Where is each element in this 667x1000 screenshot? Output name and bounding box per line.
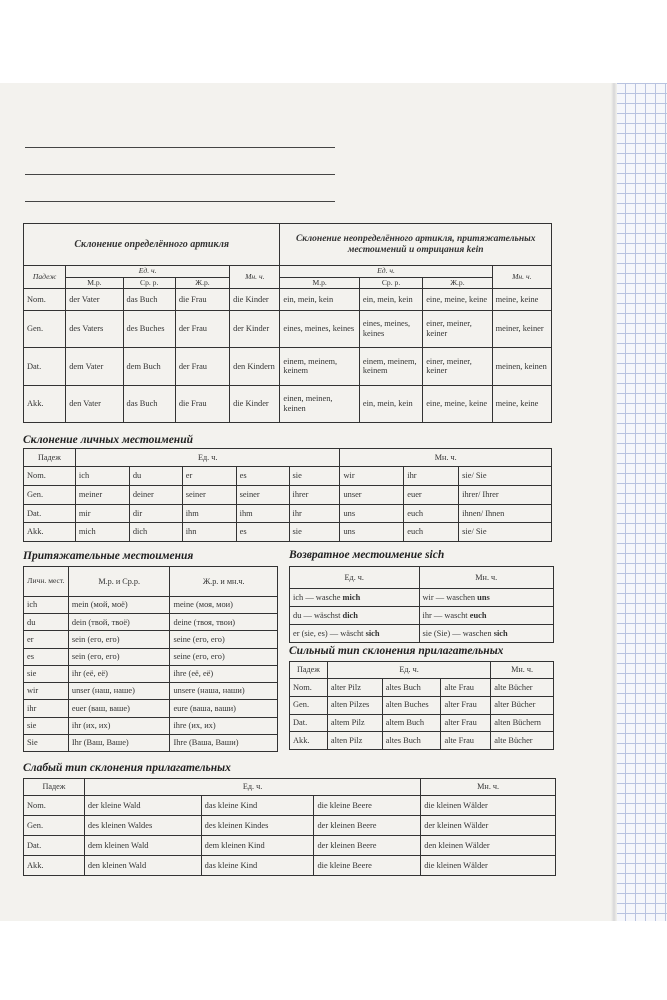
table-cell: das Buch	[123, 385, 175, 422]
table-cell: der Vater	[66, 289, 123, 310]
article-declension-table	[23, 223, 552, 423]
table-cell: sie	[24, 717, 69, 734]
table-cell: Ihre (Ваша, Ваши)	[170, 734, 278, 751]
table-row	[24, 734, 278, 751]
table-cell: sie	[289, 523, 340, 542]
table-row	[24, 631, 278, 648]
table-cell: ihr	[24, 700, 69, 717]
fem-header-2: Ж.р.	[423, 277, 492, 289]
table-row	[24, 289, 552, 310]
case-cell: Nom.	[24, 289, 66, 310]
table-cell: ein, mein, kein	[359, 289, 422, 310]
table-cell: er (sie, es) — wäscht sich	[290, 625, 420, 643]
table-cell: euer (ваш, ваше)	[68, 700, 170, 717]
plural-header: Мн. ч.	[421, 779, 556, 796]
table-row	[24, 683, 278, 700]
table-cell: dem kleinen Kind	[201, 836, 314, 856]
neut-header-2: Ср. р.	[359, 277, 422, 289]
case-header: Падеж	[24, 449, 76, 467]
table-cell: alten Buches	[382, 696, 441, 714]
table-row	[290, 607, 554, 625]
table-cell: die Kinder	[230, 289, 280, 310]
table-cell: die Frau	[175, 289, 229, 310]
table-cell: einen, meinen, keinen	[280, 385, 359, 422]
table-cell: einer, meiner, keiner	[423, 348, 492, 385]
table-cell: meine, keine	[492, 385, 551, 422]
table-cell: wir	[340, 467, 404, 486]
table-cell: die Kinder	[230, 385, 280, 422]
table-cell: meine (моя, мои)	[170, 597, 278, 614]
table-row	[290, 679, 554, 697]
table-cell: seine (его, его)	[170, 648, 278, 665]
singular-header-2: Ед. ч.	[280, 266, 492, 278]
table-cell: ihr	[289, 504, 340, 523]
table-row	[290, 714, 554, 732]
table-cell: ihm	[236, 504, 289, 523]
table-cell: die Frau	[175, 385, 229, 422]
table-cell: mir	[75, 504, 129, 523]
pronoun-header: Личн. мест.	[24, 567, 69, 597]
table-row	[24, 836, 556, 856]
reflexive-pronoun-title: Возвратное местоимение sich	[289, 549, 445, 561]
table-row	[24, 348, 552, 385]
case-header: Падеж	[290, 662, 328, 679]
table-cell: ich	[75, 467, 129, 486]
table-cell: unser	[340, 485, 404, 504]
table-cell: das kleine Kind	[201, 796, 314, 816]
table-cell: das Buch	[123, 289, 175, 310]
table-row	[24, 717, 278, 734]
table-cell: alter Frau	[441, 696, 491, 714]
table-cell: ich — wasche mich	[290, 589, 420, 607]
table-cell: alte Bücher	[491, 732, 554, 750]
table-cell: dem Vater	[66, 348, 123, 385]
table-cell: alter Pilz	[327, 679, 382, 697]
table-cell: sie	[289, 467, 340, 486]
table-cell: seiner	[182, 485, 236, 504]
table-cell: mein (мой, моё)	[68, 597, 170, 614]
case-cell: Gen.	[290, 696, 328, 714]
table-cell: altem Buch	[382, 714, 441, 732]
table-cell: sie	[24, 665, 69, 682]
page-fold	[611, 83, 617, 921]
table-cell: alten Büchern	[491, 714, 554, 732]
case-cell: Gen.	[24, 816, 85, 836]
masc-header: М.р.	[66, 277, 123, 289]
table-cell: dir	[129, 504, 182, 523]
table-cell: wir	[24, 683, 69, 700]
singular-header: Ед. ч.	[290, 567, 420, 589]
table-row	[24, 523, 552, 542]
table-cell: dich	[129, 523, 182, 542]
table-cell: einer, meiner, keiner	[423, 310, 492, 347]
table-row	[24, 504, 552, 523]
table-cell: die kleine Beere	[314, 856, 421, 876]
table-cell: ihr — wascht euch	[419, 607, 554, 625]
table-cell: du	[129, 467, 182, 486]
table-cell: wir — waschen uns	[419, 589, 554, 607]
personal-pronouns-title: Склонение личных местоимений	[23, 434, 193, 446]
write-line-1	[25, 147, 335, 148]
table-cell: mich	[75, 523, 129, 542]
masc-header-2: М.р.	[280, 277, 359, 289]
table-cell: des Vaters	[66, 310, 123, 347]
neut-header: Ср. р.	[123, 277, 175, 289]
write-line-2	[25, 174, 335, 175]
table-cell: eine, meine, keine	[423, 289, 492, 310]
plural-header: Мн. ч.	[491, 662, 554, 679]
table-cell: der Kinder	[230, 310, 280, 347]
weak-adjective-title: Слабый тип склонения прилагательных	[23, 762, 231, 774]
table-cell: des Buches	[123, 310, 175, 347]
table-cell: eines, meines, keines	[359, 310, 422, 347]
case-cell: Nom.	[24, 796, 85, 816]
table-cell: ich	[24, 597, 69, 614]
table-cell: altem Pilz	[327, 714, 382, 732]
table-cell: der Frau	[175, 348, 229, 385]
table-cell: ihre (её, её)	[170, 665, 278, 682]
table-row	[24, 700, 278, 717]
table-cell: ihr	[404, 467, 459, 486]
table-cell: altes Buch	[382, 679, 441, 697]
table-cell: den kleinen Wälder	[421, 836, 556, 856]
table-cell: die kleine Beere	[314, 796, 421, 816]
table-cell: ein, mein, kein	[280, 289, 359, 310]
table-cell: du — wäschst dich	[290, 607, 420, 625]
strong-adjective-title: Сильный тип склонения прилагательных	[289, 645, 504, 657]
fem-plural-header: Ж.р. и мн.ч.	[170, 567, 278, 597]
grid-page-edge	[615, 83, 667, 921]
case-cell: Dat.	[24, 836, 85, 856]
table-cell: der Frau	[175, 310, 229, 347]
table-cell: alter Bücher	[491, 696, 554, 714]
table-cell: das kleine Kind	[201, 856, 314, 876]
table-cell: ihr (их, их)	[68, 717, 170, 734]
table-row	[24, 385, 552, 422]
table-cell: alte Frau	[441, 732, 491, 750]
table-cell: er	[24, 631, 69, 648]
table-cell: eure (ваша, ваши)	[170, 700, 278, 717]
table-cell: du	[24, 614, 69, 631]
write-line-3	[25, 201, 335, 202]
reflexive-pronoun-table	[289, 566, 554, 643]
table-cell: Sie	[24, 734, 69, 751]
table-row	[290, 625, 554, 643]
table-row	[24, 665, 278, 682]
table-cell: der kleinen Wälder	[421, 816, 556, 836]
table-row	[24, 310, 552, 347]
table-cell: deine (твоя, твои)	[170, 614, 278, 631]
table-cell: ein, mein, kein	[359, 385, 422, 422]
table-cell: ihn	[182, 523, 236, 542]
table-cell: altes Buch	[382, 732, 441, 750]
case-cell: Gen.	[24, 485, 76, 504]
table-cell: eines, meines, keines	[280, 310, 359, 347]
table-cell: der kleine Wald	[84, 796, 201, 816]
case-cell: Nom.	[290, 679, 328, 697]
table-cell: dem kleinen Wald	[84, 836, 201, 856]
table-cell: ihnen/ Ihnen	[459, 504, 552, 523]
table-cell: ihrer	[289, 485, 340, 504]
table-row	[24, 648, 278, 665]
table-cell: unsere (наша, наши)	[170, 683, 278, 700]
plural-header: Мн. ч.	[340, 449, 552, 467]
table-cell: sein (его, его)	[68, 631, 170, 648]
table-cell: des kleinen Kindes	[201, 816, 314, 836]
table-row	[290, 696, 554, 714]
singular-header: Ед. ч.	[75, 449, 340, 467]
case-cell: Nom.	[24, 467, 76, 486]
table-row	[24, 856, 556, 876]
table-cell: seine (его, его)	[170, 631, 278, 648]
table-cell: die kleinen Wälder	[421, 796, 556, 816]
table-cell: alte Frau	[441, 679, 491, 697]
table-cell: der kleinen Beere	[314, 816, 421, 836]
table-cell: euer	[404, 485, 459, 504]
definite-article-title: Склонение определённого артикля	[24, 224, 280, 266]
table-row	[290, 589, 554, 607]
singular-header: Ед. ч.	[84, 779, 420, 796]
table-cell: dem Buch	[123, 348, 175, 385]
table-row	[24, 816, 556, 836]
masc-neut-header: М.р. и Ср.р.	[68, 567, 170, 597]
table-cell: alter Frau	[441, 714, 491, 732]
table-cell: Ihr (Ваш, Ваше)	[68, 734, 170, 751]
case-cell: Akk.	[24, 523, 76, 542]
case-cell: Dat.	[24, 504, 76, 523]
table-cell: meiner	[75, 485, 129, 504]
singular-header: Ед. ч.	[66, 266, 230, 278]
table-cell: unser (наш, наше)	[68, 683, 170, 700]
table-cell: es	[24, 648, 69, 665]
table-cell: euch	[404, 523, 459, 542]
table-cell: sein (его, его)	[68, 648, 170, 665]
case-cell: Dat.	[24, 348, 66, 385]
table-row	[24, 614, 278, 631]
case-cell: Akk.	[290, 732, 328, 750]
table-cell: alte Bücher	[491, 679, 554, 697]
possessive-pronouns-title: Притяжательные местоимения	[23, 550, 194, 562]
table-cell: ihrer/ Ihrer	[459, 485, 552, 504]
indefinite-article-title: Склонение неопределённого артикля, притяжательных местоимений и отрицания kein	[280, 224, 552, 266]
table-cell: alten Pilz	[327, 732, 382, 750]
table-row	[24, 485, 552, 504]
table-cell: uns	[340, 523, 404, 542]
table-cell: ihre (их, их)	[170, 717, 278, 734]
table-cell: es	[236, 523, 289, 542]
case-cell: Akk.	[24, 856, 85, 876]
table-cell: deiner	[129, 485, 182, 504]
fem-header: Ж.р.	[175, 277, 229, 289]
table-cell: meinen, keinen	[492, 348, 551, 385]
table-cell: euch	[404, 504, 459, 523]
table-cell: meiner, keiner	[492, 310, 551, 347]
table-cell: den kleinen Wald	[84, 856, 201, 876]
table-cell: ihr (её, её)	[68, 665, 170, 682]
table-cell: den Vater	[66, 385, 123, 422]
possessive-pronouns-table	[23, 566, 278, 752]
strong-adjective-table	[289, 661, 554, 750]
table-cell: alten Pilzes	[327, 696, 382, 714]
case-cell: Akk.	[24, 385, 66, 422]
weak-adjective-table	[23, 778, 556, 876]
table-row	[290, 732, 554, 750]
table-cell: ihm	[182, 504, 236, 523]
table-cell: dein (твой, твоё)	[68, 614, 170, 631]
table-cell: uns	[340, 504, 404, 523]
case-cell: Dat.	[290, 714, 328, 732]
plural-header: Мн. ч.	[419, 567, 554, 589]
table-cell: einem, meinem, keinem	[359, 348, 422, 385]
table-cell: sie/ Sie	[459, 523, 552, 542]
table-cell: die kleinen Wälder	[421, 856, 556, 876]
plural-header-2: Мн. ч.	[492, 266, 551, 289]
table-cell: einem, meinem, keinem	[280, 348, 359, 385]
case-header: Падеж	[24, 779, 85, 796]
table-cell: er	[182, 467, 236, 486]
singular-header: Ед. ч.	[327, 662, 490, 679]
table-cell: des kleinen Waldes	[84, 816, 201, 836]
table-row	[24, 467, 552, 486]
case-header: Падеж	[24, 266, 66, 289]
table-cell: den Kindern	[230, 348, 280, 385]
table-cell: seiner	[236, 485, 289, 504]
table-cell: es	[236, 467, 289, 486]
table-row	[24, 597, 278, 614]
table-cell: der kleinen Beere	[314, 836, 421, 856]
table-cell: eine, meine, keine	[423, 385, 492, 422]
table-cell: sie (Sie) — waschen sich	[419, 625, 554, 643]
plural-header: Мн. ч.	[230, 266, 280, 289]
table-cell: meine, keine	[492, 289, 551, 310]
table-row	[24, 796, 556, 816]
case-cell: Gen.	[24, 310, 66, 347]
table-cell: sie/ Sie	[459, 467, 552, 486]
personal-pronouns-table	[23, 448, 552, 542]
